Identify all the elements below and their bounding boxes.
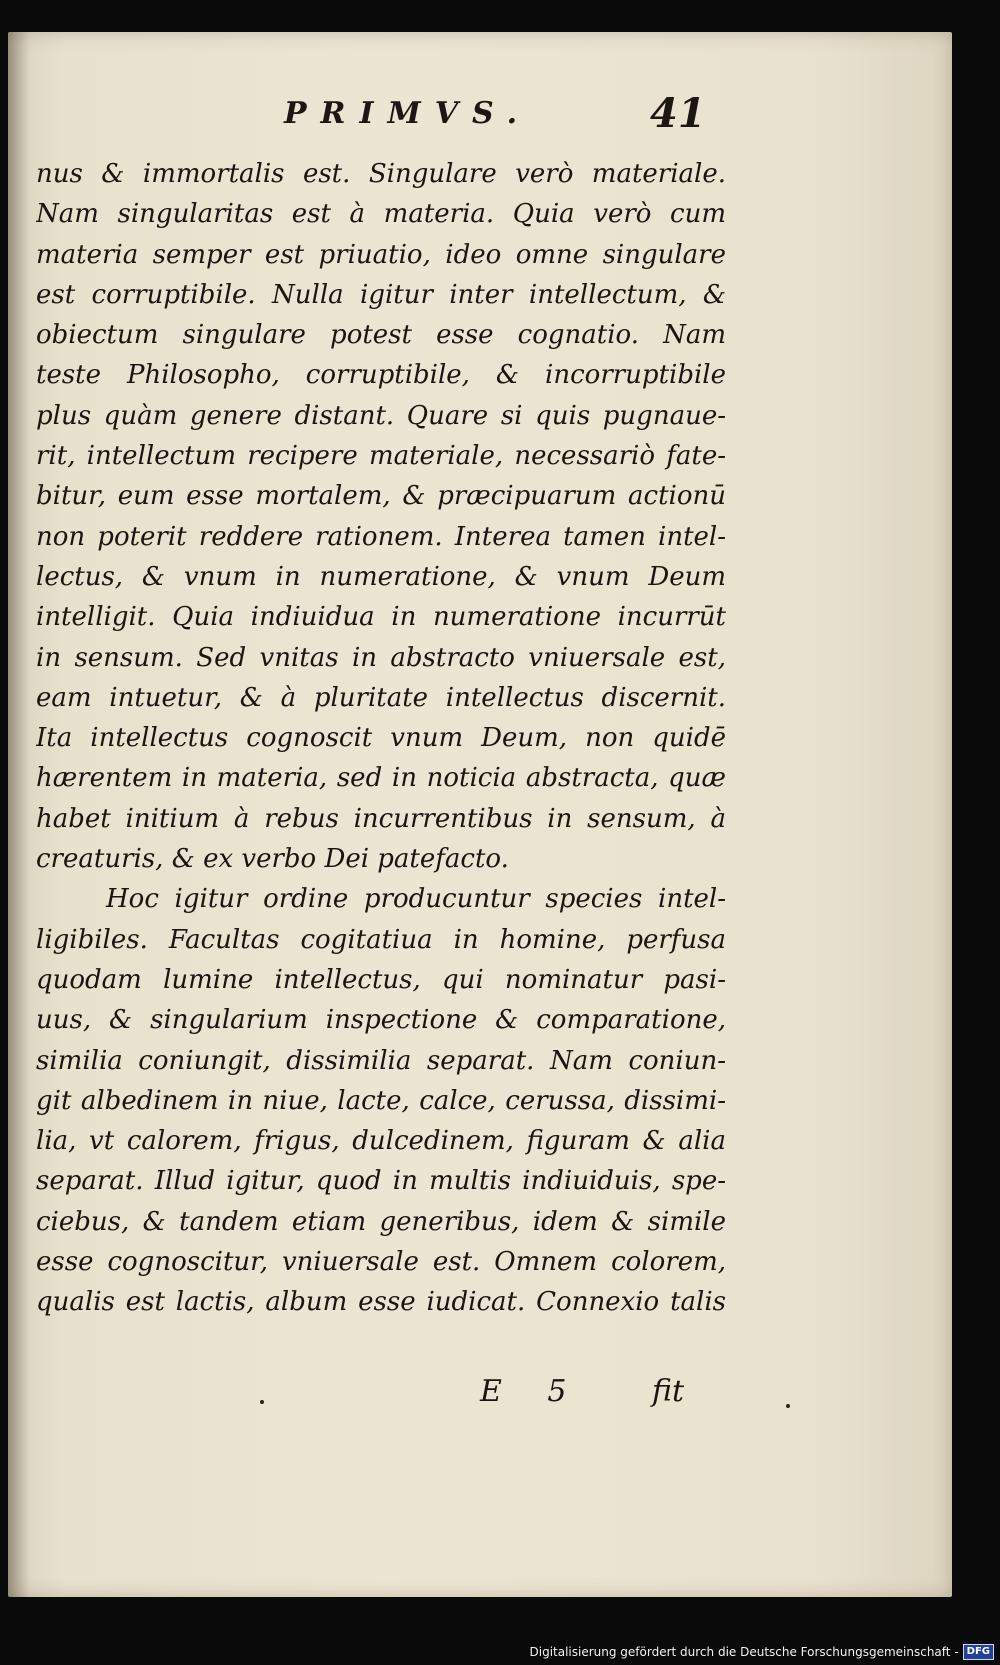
dfg-logo-icon: DFG: [963, 1644, 994, 1660]
text-line: est corruptibile. Nulla igitur inter intellectum, &: [36, 279, 726, 310]
text-line: ciebus, & tandem etiam generibus, idem & simile: [36, 1206, 726, 1237]
text-line: obiectum singulare potest esse cognatio. Nam: [36, 320, 726, 351]
text-line: Ita intellectus cognoscit vnum Deum, non quidē: [36, 723, 726, 754]
text-line: ligibiles. Facultas cogitatiua in homine, perfusa: [36, 924, 726, 955]
book-page: [8, 32, 952, 1597]
gutter-shadow: [8, 32, 30, 1597]
text-line: lia, vt calorem, frigus, dulcedinem, figuram & alia: [36, 1126, 726, 1157]
text-line: bitur, eum esse mortalem, & præcipuarum actionū: [36, 481, 726, 512]
text-line: similia coniungit, dissimilia separat. Nam coniun-: [36, 1045, 726, 1076]
body-text: [36, 154, 726, 1323]
credit-text: Digitalisierung gefördert durch die Deutsche Forschungsgemeinschaft -: [529, 1645, 959, 1659]
text-line: in sensum. Sed vnitas in abstracto vniuersale est,: [36, 642, 726, 673]
text-line: hærentem in materia, sed in noticia abstracta, quæ: [36, 763, 726, 794]
ink-speck: [786, 1404, 790, 1408]
text-line: nus & immortalis est. Singulare verò materiale.: [36, 159, 726, 189]
text-line: eam intuetur, & à pluritate intellectus discernit.: [36, 682, 726, 713]
text-line: qualis est lactis, album esse iudicat. Connexio talis: [36, 1287, 726, 1318]
text-line: materia semper est priuatio, ideo omne singulare: [36, 239, 726, 270]
text-line: quodam lumine intellectus, qui nominatur pasi-: [36, 964, 726, 995]
signature-mark: E 5: [480, 1374, 585, 1409]
text-line: habet initium à rebus incurrentibus in sensum, à: [36, 803, 726, 834]
running-head: [8, 90, 952, 140]
catchword: fit: [652, 1374, 685, 1409]
text-line: rit, intellectum recipere materiale, necessariò fate-: [36, 441, 726, 472]
text-line: teste Philosopho, corruptibile, & incorruptibile: [36, 360, 726, 391]
catch-line: [8, 1374, 952, 1418]
text-line: lectus, & vnum in numeratione, & vnum Deum: [36, 561, 726, 592]
text-line: esse cognoscitur, vniuersale est. Omnem colorem,: [36, 1247, 726, 1278]
running-head-title: PRIMVS.: [284, 96, 532, 131]
text-line: uus, & singularium inspectione & comparatione,: [36, 1005, 726, 1036]
text-line: non poterit reddere rationem. Interea tamen intel-: [36, 521, 726, 552]
text-line: plus quàm genere distant. Quare si quis pugnaue-: [36, 400, 726, 431]
ink-speck: [260, 1400, 264, 1404]
text-line: intelligit. Quia indiuidua in numeratione incurrūt: [36, 602, 726, 633]
text-line: git albedinem in niue, lacte, calce, cerussa, dissimi-: [36, 1085, 726, 1116]
text-line: Nam singularitas est à materia. Quia verò cum: [36, 199, 726, 230]
text-line: separat. Illud igitur, quod in multis indiuiduis, spe-: [36, 1166, 726, 1197]
paragraph-start-line: Hoc igitur ordine producuntur species intel-: [106, 884, 726, 915]
text-line: creaturis, & ex verbo Dei patefacto.: [36, 844, 509, 875]
page-number: 41: [650, 90, 706, 137]
digitization-credit: [530, 1643, 995, 1661]
